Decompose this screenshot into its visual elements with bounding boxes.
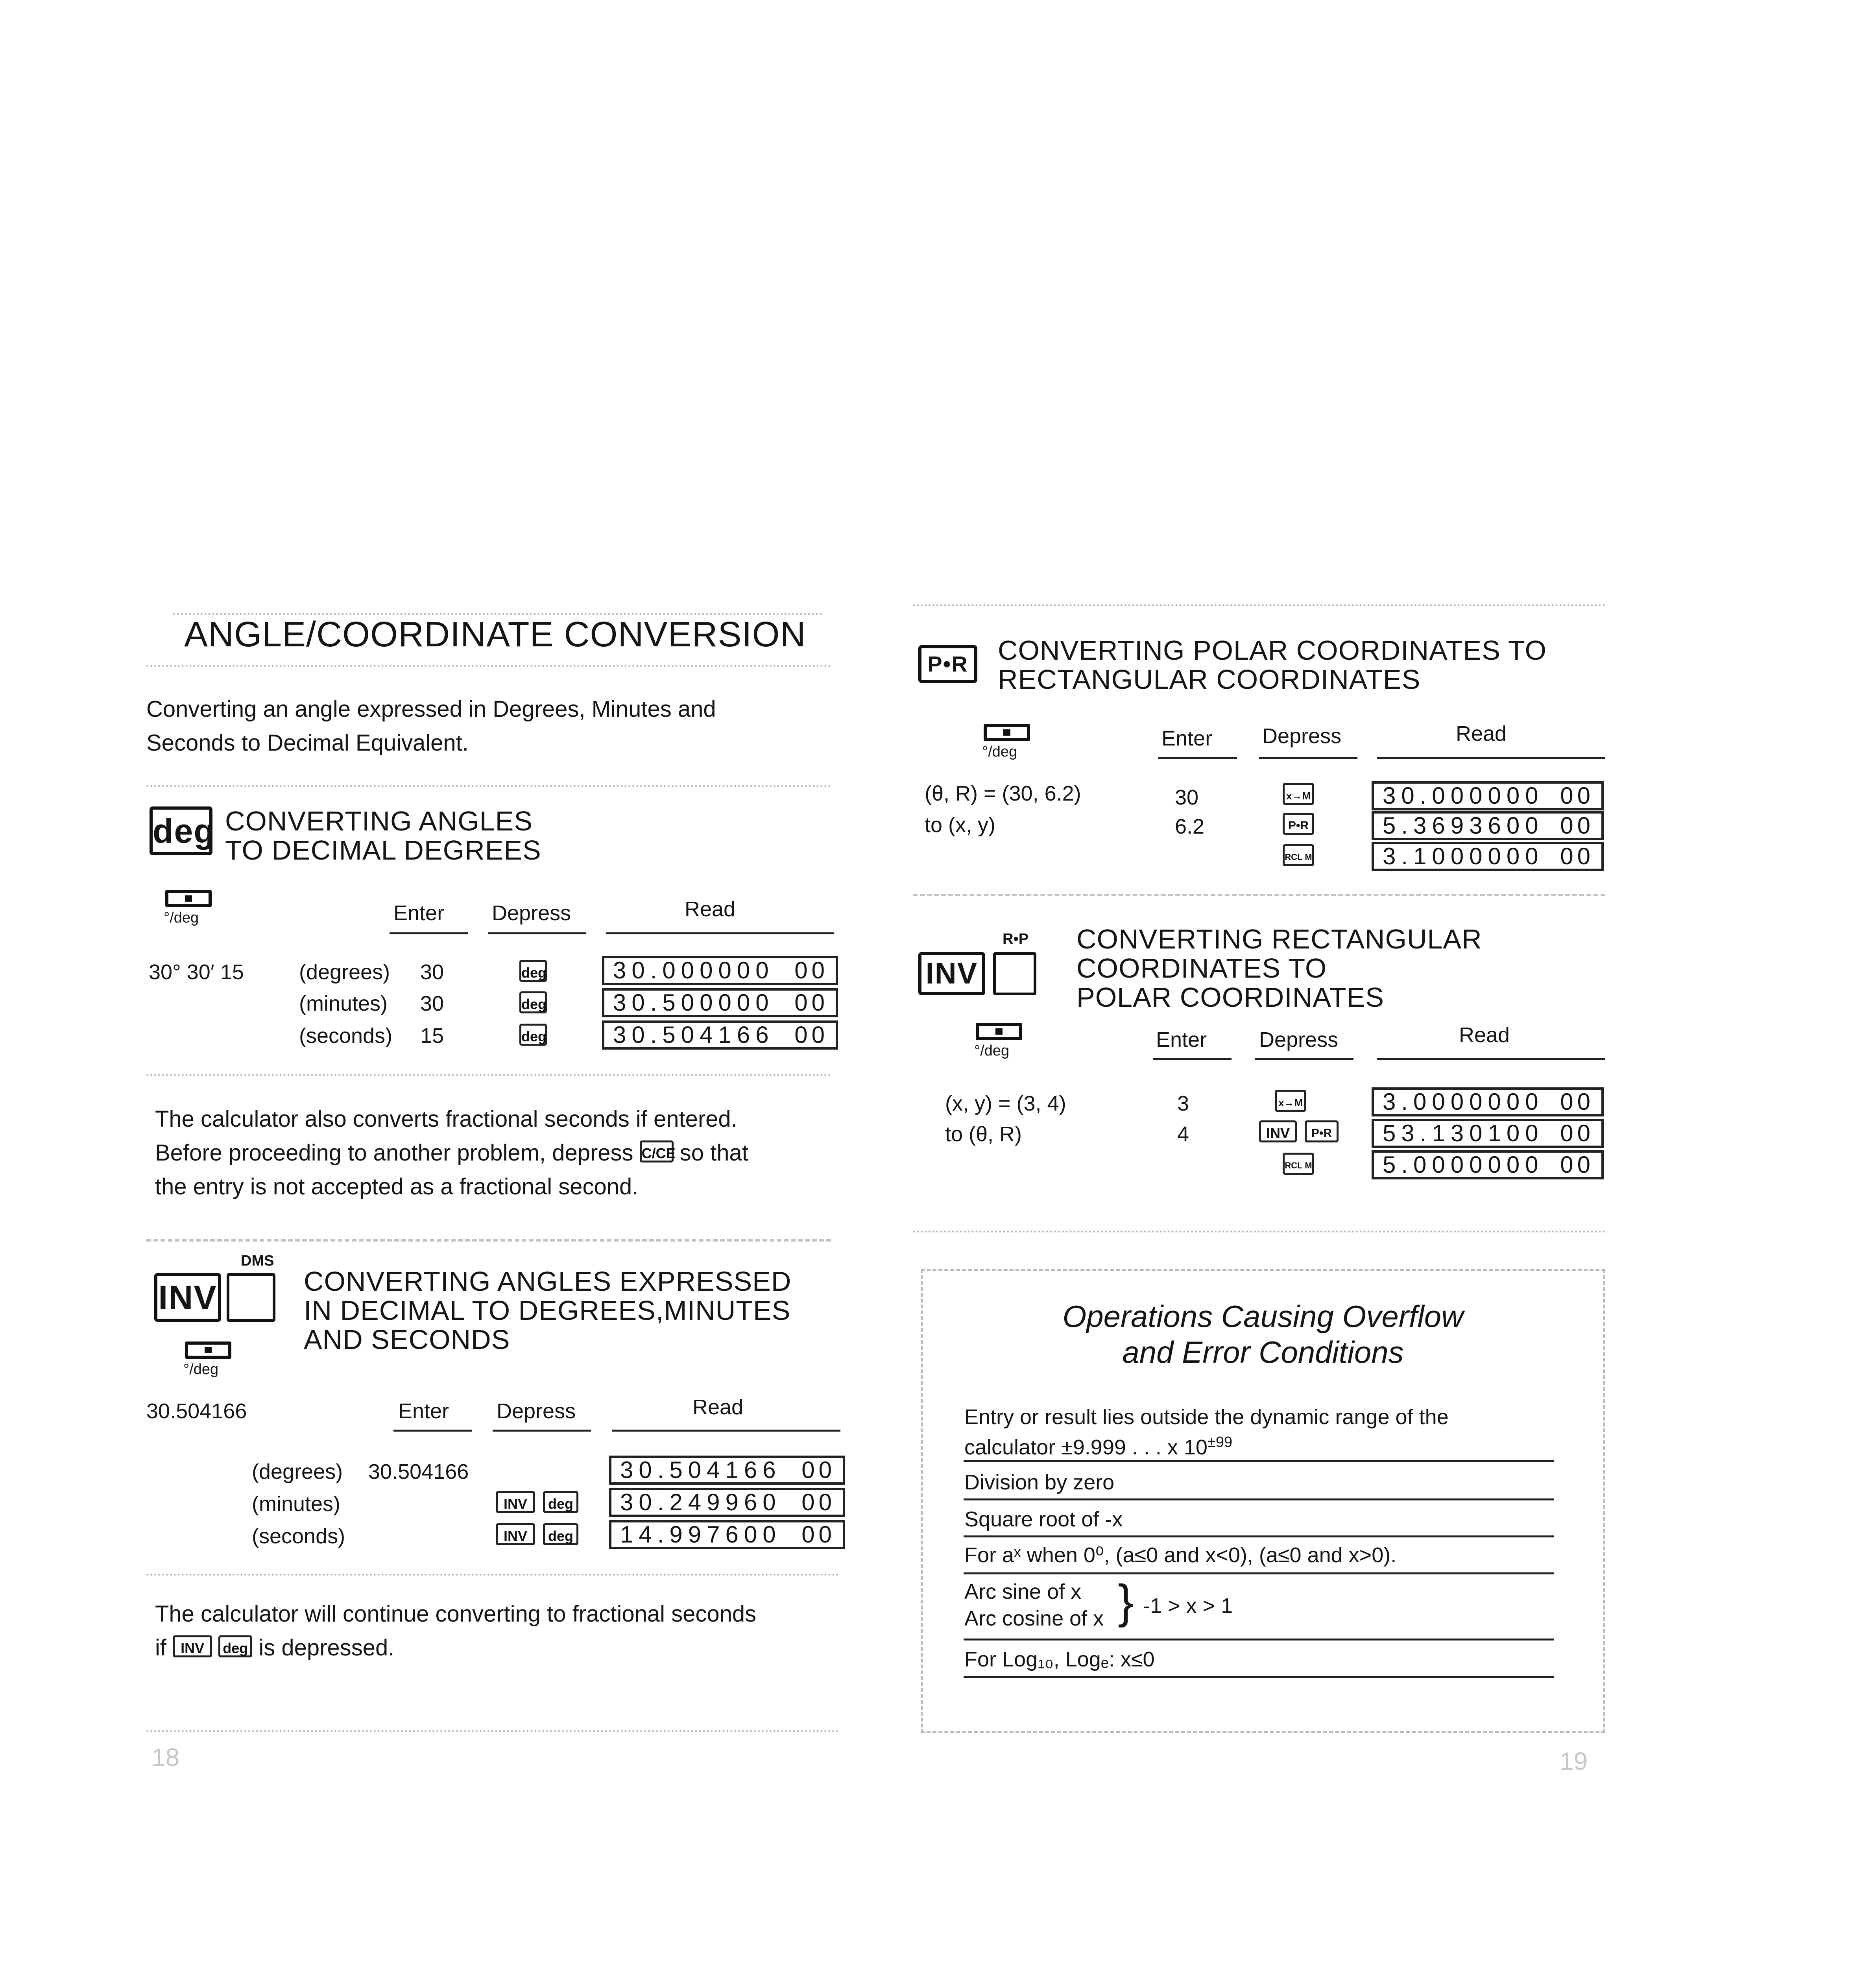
deg-key: deg: [519, 960, 547, 982]
calculator-display: 5.3693600 00: [1372, 811, 1604, 840]
recall-memory-key: RCL M: [1283, 844, 1314, 866]
section-heading-decimal-to-dms: CONVERTING ANGLES EXPRESSED IN DECIMAL TO DEGREES,MINUTES AND SECONDS: [304, 1266, 792, 1355]
row-enter: 30: [1175, 786, 1199, 809]
col-read-header: Read: [692, 1395, 744, 1419]
brace: }: [1118, 1575, 1134, 1628]
calculator-display: 30.000000 00: [602, 956, 838, 985]
mode-label: °/deg: [164, 910, 199, 926]
mode-label: °/deg: [982, 744, 1017, 760]
polar-target: to (x, y): [925, 813, 996, 837]
col-depress-header: Depress: [1259, 1028, 1339, 1052]
error-conditions-box: [921, 1269, 1605, 1733]
inv-key: INV: [173, 1635, 212, 1657]
store-memory-key: x→M: [1283, 783, 1314, 805]
title-rule: [146, 665, 831, 667]
blank-key-icon: [227, 1273, 275, 1322]
col-depress-header: Depress: [497, 1399, 576, 1423]
deg-key: deg: [218, 1635, 252, 1657]
col-read-header: Read: [1456, 722, 1507, 745]
blank-key-icon: [993, 952, 1036, 995]
deg-key: deg: [519, 991, 547, 1013]
page-number-right: 19: [1560, 1747, 1588, 1775]
condition-log: For Log₁₀, Logₑ: x≤0: [964, 1648, 1155, 1671]
deg-key: deg: [543, 1523, 578, 1545]
mode-switch-icon: [185, 1341, 231, 1359]
row-label: (degrees): [299, 960, 390, 984]
decimal-example: 30.504166: [146, 1399, 247, 1423]
page-title: ANGLE/COORDINATE CONVERSION: [184, 615, 806, 654]
r-p-caption: R•P: [1003, 931, 1029, 947]
row-enter: 15: [420, 1024, 444, 1048]
row-enter: 30: [420, 960, 444, 984]
bottom-rule: [146, 1730, 839, 1732]
deg-key: deg: [543, 1491, 578, 1513]
col-read-header: Read: [685, 897, 736, 921]
calculator-display: 3.1000000 00: [1372, 842, 1604, 871]
row-label: (degrees): [252, 1460, 343, 1484]
store-memory-key: x→M: [1275, 1090, 1306, 1112]
inv-key-large: INV: [154, 1273, 221, 1322]
note-fractional-seconds: The calculator also converts fractional seconds if entered. Before proceeding to another problem, depress C/CE so that the entry is not accepted as a fractional second.: [155, 1106, 748, 1199]
inv-key: INV: [496, 1491, 535, 1513]
mode-switch-icon: [984, 724, 1030, 741]
deg-key: deg: [519, 1024, 547, 1046]
mode-switch-icon: [165, 890, 212, 907]
section-heading-rect-to-polar: CONVERTING RECTANGULAR COORDINATES TO POLAR COORDINATES: [1076, 924, 1482, 1013]
row-enter: 30: [420, 992, 444, 1015]
divider: [146, 1239, 831, 1242]
col-enter-header: Enter: [1161, 727, 1213, 750]
row-label: (seconds): [299, 1024, 393, 1048]
intro-text: Converting an angle expressed in Degrees, Minutes and Seconds to Decimal Equivalent.: [146, 696, 716, 756]
condition-square-root: Square root of -x: [964, 1508, 1123, 1531]
row-enter: 3: [1177, 1092, 1189, 1115]
divider: [146, 785, 831, 787]
section-heading-polar-to-rect: CONVERTING POLAR COORDINATES TO RECTANGULAR COORDINATES: [998, 635, 1547, 695]
page-number-left: 18: [151, 1743, 180, 1771]
top-rule-right: [913, 604, 1605, 606]
row-enter: 4: [1177, 1122, 1189, 1146]
calculator-display: 3.0000000 00: [1372, 1087, 1604, 1116]
condition-division-by-zero: Division by zero: [964, 1471, 1115, 1494]
mode-switch-icon: [976, 1023, 1022, 1040]
condition-arc-range: -1 > x > 1: [1143, 1594, 1233, 1618]
col-enter-header: Enter: [398, 1399, 449, 1423]
col-read-header: Read: [1459, 1023, 1510, 1047]
condition-power: For aˣ when 0⁰, (a≤0 and x<0), (a≤0 and x>0).: [964, 1543, 1397, 1567]
divider: [146, 1074, 831, 1076]
deg-key-large: deg: [150, 806, 212, 855]
col-enter-header: Enter: [1156, 1028, 1207, 1052]
section-heading-deg-to-decimal: CONVERTING ANGLES TO DECIMAL DEGREES: [225, 806, 541, 865]
row-label: (seconds): [252, 1524, 345, 1548]
angle-example: 30° 30′ 15: [149, 960, 244, 984]
p-r-key: P•R: [1305, 1120, 1339, 1142]
recall-memory-key: RCL M: [1283, 1153, 1314, 1175]
polar-input: (θ, R) = (30, 6.2): [925, 782, 1081, 805]
calculator-display: 30.504166 00: [602, 1020, 838, 1050]
condition-arc-sine: Arc sine of x: [964, 1580, 1082, 1603]
divider: [913, 1231, 1605, 1233]
col-depress-header: Depress: [1262, 724, 1342, 748]
row-label: (minutes): [299, 992, 388, 1015]
mode-label: °/deg: [974, 1043, 1010, 1059]
inv-key-large: INV: [918, 952, 985, 995]
condition-range: Entry or result lies outside the dynamic range of the calculator ±9.999 . . . x $10^{\pm 99}$: [964, 1405, 1449, 1459]
col-enter-header: Enter: [393, 901, 445, 925]
clear-entry-key: C/CE: [640, 1140, 674, 1162]
condition-arc-cosine: Arc cosine of x: [964, 1607, 1104, 1630]
inv-key: INV: [1259, 1120, 1297, 1142]
box-title: Operations Causing Overflow and Error Conditions: [1062, 1299, 1464, 1369]
calculator-display: 30.249960 00: [609, 1488, 845, 1517]
divider: [913, 894, 1605, 896]
inv-key: INV: [496, 1523, 535, 1545]
calculator-display: 30.500000 00: [602, 988, 838, 1017]
p-r-key-large: P•R: [918, 645, 977, 683]
divider: [146, 1574, 839, 1576]
calculator-display: 5.0000000 00: [1372, 1150, 1604, 1179]
col-depress-header: Depress: [492, 901, 571, 925]
calculator-display: 14.997600 00: [609, 1520, 845, 1549]
rect-target: to (θ, R): [945, 1122, 1022, 1146]
mode-label: °/deg: [183, 1361, 219, 1378]
calculator-display: 53.130100 00: [1372, 1119, 1604, 1148]
row-enter: 6.2: [1175, 815, 1205, 838]
calculator-display: 30.504166 00: [609, 1456, 845, 1485]
p-r-key: P•R: [1283, 813, 1314, 835]
calculator-display: 30.000000 00: [1372, 781, 1604, 810]
dms-caption: DMS: [241, 1253, 274, 1269]
note-continue-converting: The calculator will continue converting to fractional seconds if INV deg is depressed.: [155, 1601, 757, 1661]
rect-input: (x, y) = (3, 4): [945, 1092, 1066, 1115]
row-enter: 30.504166: [368, 1460, 469, 1484]
row-label: (minutes): [252, 1492, 341, 1516]
